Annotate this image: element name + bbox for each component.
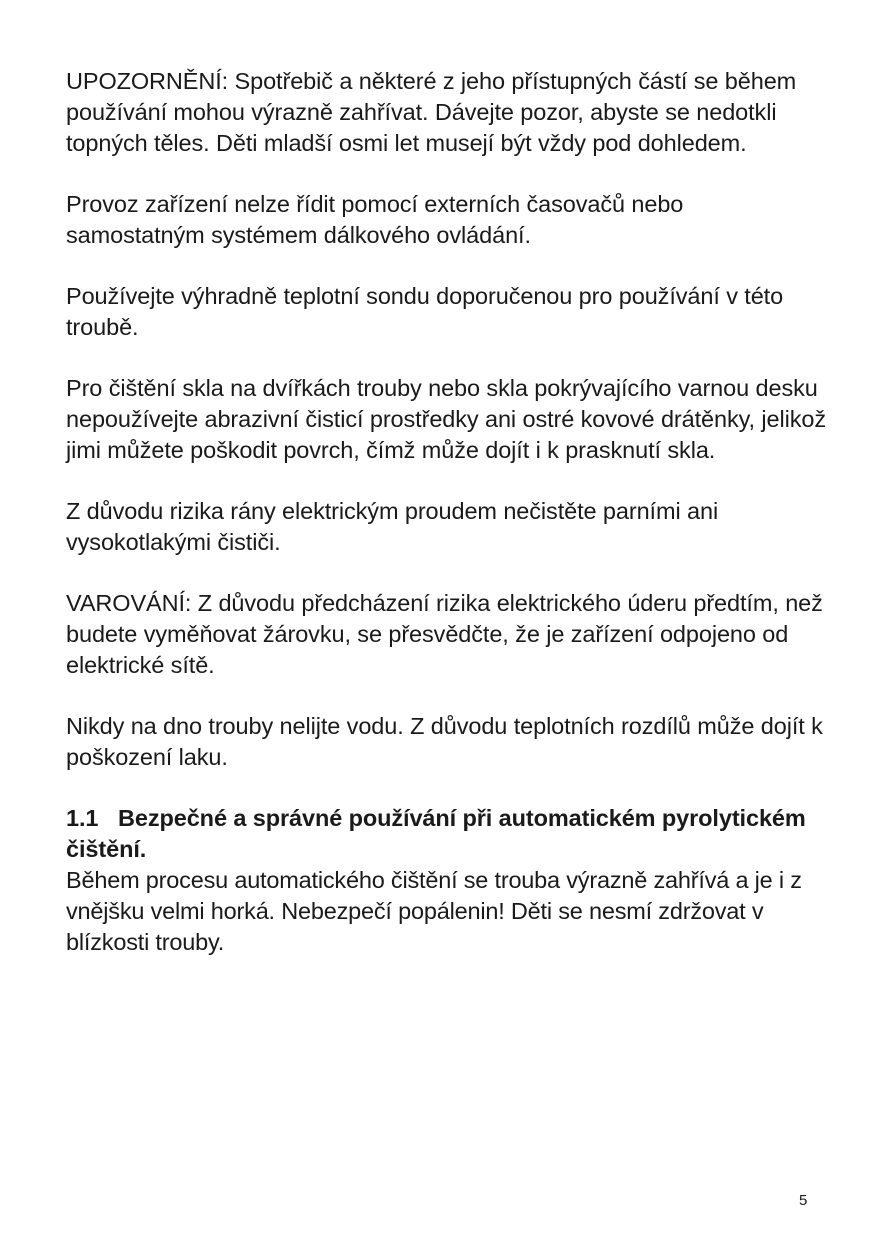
warning-paragraph: UPOZORNĚNÍ: Spotřebič a některé z jeho přístupných částí se během používání mohou výrazně zahřívat. Dávejte pozor, abyste se nedotkli topných těles. Děti mladší osmi let musejí být vždy pod dohledem. <box>66 68 797 156</box>
probe-paragraph: Používejte výhradně teplotní sondu doporučenou pro používání v této troubě. <box>66 283 784 340</box>
page-number: 5 <box>799 1192 808 1209</box>
bulb-warning-paragraph: VAROVÁNÍ: Z důvodu předcházení rizika elektrického úderu předtím, než budete vyměňovat žárovku, se přesvědčte, že je zařízení odpojeno od elektrické sítě. <box>66 590 823 678</box>
timer-paragraph: Provoz zařízení nelze řídit pomocí externích časovačů nebo samostatným systémem dálkového ovládání. <box>66 191 684 248</box>
section-number: 1.1 <box>66 805 99 831</box>
section-body: Během procesu automatického čištění se trouba výrazně zahřívá a je i z vnějšku velmi horká. Nebezpečí popálenin! Děti se nesmí zdržovat v blízkosti trouby. <box>66 867 802 955</box>
water-paragraph: Nikdy na dno trouby nelijte vodu. Z důvodu teplotních rozdílů může dojít k poškození laku. <box>66 713 823 770</box>
steam-cleaner-paragraph: Z důvodu rizika rány elektrickým proudem nečistěte parními ani vysokotlakými čističi. <box>66 498 719 555</box>
glass-cleaning-paragraph: Pro čištění skla na dvířkách trouby nebo skla pokrývajícího varnou desku nepoužívejte abrazivní čisticí prostředky ani ostré kovové drátěnky, jelikož jimi můžete poškodit povrch, čímž může dojít i k prasknutí skla. <box>66 375 826 463</box>
page-content <box>66 66 826 958</box>
section-title: Bezpečné a správné používání při automatickém pyrolytickém čištění. <box>66 805 806 862</box>
pyrolytic-section <box>66 803 826 958</box>
section-heading <box>66 803 826 865</box>
